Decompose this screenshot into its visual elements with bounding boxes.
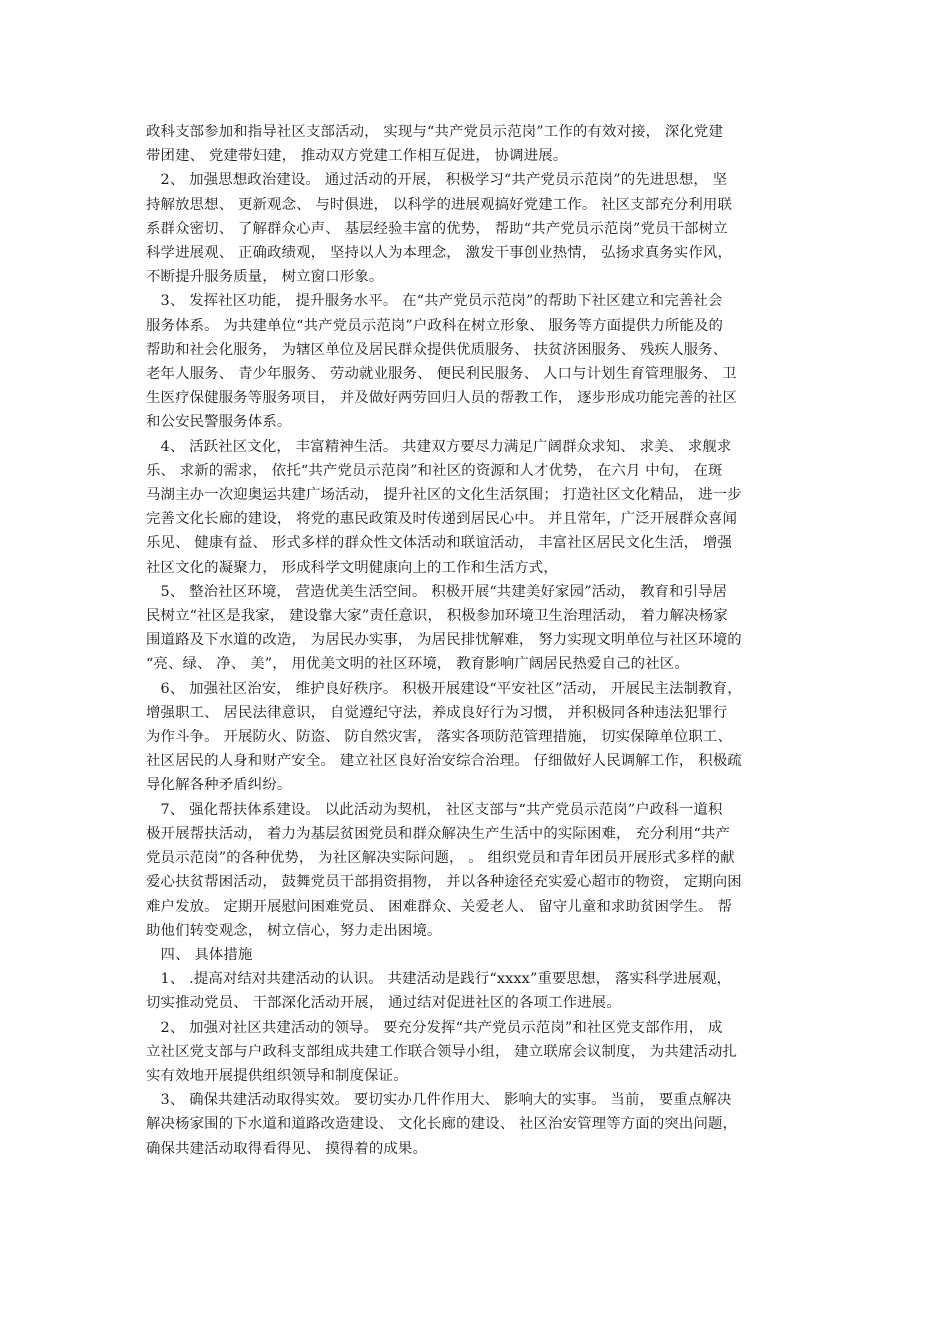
text-line: 马湖主办一次迎奥运共建广场活动， 提升社区的文化生活氛围； 打造社区文化精品， 进一步 bbox=[146, 487, 742, 504]
text-line: 7、 强化帮扶体系建设。 以此活动为契机， 社区支部与“共产党员示范岗”户政科一道积 bbox=[146, 801, 723, 818]
document-body bbox=[146, 120, 818, 1161]
text-line: 和公安民警服务体系。 bbox=[146, 414, 292, 431]
text-line: 为作斗争。 开展防火、防盗、 防自然灾害， 落实各项防范管理措施， 切实保障单位职工、 bbox=[146, 729, 732, 746]
text-line: 难户发放。 定期开展慰问困难党员、 困难群众、关爱老人、 留守儿童和求助贫困学生。 帮 bbox=[146, 898, 732, 915]
text-line: 实有效地开展提供组织领导和制度保证。 bbox=[146, 1067, 408, 1084]
text-line: 四、 具体措施 bbox=[146, 946, 253, 963]
text-line: 完善文化长廊的建设， 将党的惠民政策及时传递到居民心中。 并且常年，广泛开展群众喜闻 bbox=[146, 511, 738, 528]
text-line: 持解放思想、 更新观念、 与时俱进， 以科学的进展观搞好党建工作。 社区支部充分利用联 bbox=[146, 196, 732, 213]
text-line: 政科支部参加和指导社区支部活动， 实现与“共产党员示范岗”工作的有效对接， 深化党建 bbox=[146, 124, 724, 140]
text-line: 解决杨家围的下水道和道路改造建设、 文化长廊的建设、 社区治安管理等方面的突出问题， bbox=[146, 1116, 738, 1133]
text-line: 乐见、 健康有益、 形式多样的群众性文体活动和联谊活动， 丰富社区居民文化生活， 增强 bbox=[146, 535, 732, 552]
text-line: 乐、 求新的需求， 依托“共产党员示范岗”和社区的资源和人才优势， 在六月 中旬， 在斑 bbox=[146, 462, 723, 479]
text-line: 生医疗保健服务等服务项目， 并及做好两劳回归人员的帮教工作， 逐步形成功能完善的社区 bbox=[146, 390, 738, 407]
text-line: 6、 加强社区治安， 维护良好秩序。 积极开展建设“平安社区”活动， 开展民主法制教育， bbox=[146, 680, 742, 697]
text-line: 社区居民的人身和财产安全。 建立社区良好治安综合治理。 仔细做好人民调解工作， 积极疏 bbox=[146, 753, 742, 770]
text-line: 围道路及下水道的改造， 为居民办实事， 为居民排忧解难， 努力实现文明单位与社区环境的 bbox=[146, 632, 742, 649]
text-line: 确保共建活动取得看得见、 摸得着的成果。 bbox=[146, 1140, 427, 1157]
text-line: 3、 确保共建活动取得实效。 要切实办几件作用大、 影响大的实事。 当前， 要重点解决 bbox=[146, 1092, 732, 1109]
text-line: 立社区党支部与户政科支部组成共建工作联合领导小组， 建立联席会议制度， 为共建活动扎 bbox=[146, 1043, 738, 1060]
text-line: 2、 加强对社区共建活动的领导。 要充分发挥“共产党员示范岗”和社区党支部作用， 成 bbox=[146, 1019, 723, 1036]
text-line: 5、 整治社区环境， 营造优美生活空间。 积极开展“共建美好家园”活动， 教育和引导居 bbox=[146, 583, 728, 600]
text-line: 不断提升服务质量， 树立窗口形象。 bbox=[146, 269, 384, 286]
text-line: 1、 .提高对结对共建活动的认识。 共建活动是践行“xxxx”重要思想， 落实科学进展观， bbox=[146, 971, 732, 988]
text-line: 帮助和社会化服务， 为辖区单位及居民群众提供优质服务、 扶贫济困服务、 残疾人服务、 bbox=[146, 341, 728, 358]
text-line: 带团建、 党建带妇建， 推动双方党建工作相互促进， 协调进展。 bbox=[146, 148, 568, 165]
text-line: 系群众密切、 了解群众心声、 基层经验丰富的优势， 帮助“共产党员示范岗”党员干部树立 bbox=[146, 220, 728, 237]
text-line: 极开展帮扶活动， 着力为基层贫困党员和群众解决生产生活中的实际困难， 充分利用“共产 bbox=[146, 825, 731, 842]
text-line: 服务体系。 为共建单位“共产党员示范岗”户政科在树立形象、 服务等方面提供力所能及的 bbox=[146, 317, 724, 334]
text-line: 老年人服务、 青少年服务、 劳动就业服务、 便民利民服务、 人口与计划生育管理服务、 卫 bbox=[146, 366, 737, 383]
text-line: 导化解各种矛盾纠纷。 bbox=[146, 777, 292, 794]
text-line: 民树立“社区是我家， 建设靠大家”责任意识， 积极参加环境卫生治理活动， 着力解决杨家 bbox=[146, 608, 728, 625]
text-line: 切实推动党员、 干部深化活动开展， 通过结对促进社区的各项工作进展。 bbox=[146, 995, 621, 1012]
text-line: 爱心扶贫帮困活动， 鼓舞党员干部捐资捐物， 并以各种途径充实爱心超市的物资， 定期向困 bbox=[146, 874, 742, 891]
text-line: 助他们转变观念， 树立信心，努力走出困境。 bbox=[146, 922, 442, 939]
text-line: 增强职工、 居民法律意识， 自觉遵纪守法，养成良好行为习惯， 并积极同各种违法犯罪行 bbox=[146, 704, 728, 721]
text-line: 党员示范岗”的各种优势， 为社区解决实际问题， 。 组织党员和青年团员开展形式多样的献 bbox=[146, 850, 735, 867]
text-line: “亮、绿、 净、 美”， 用优美文明的社区环境， 教育影响广阔居民热爱自己的社区。 bbox=[146, 656, 689, 673]
text-line: 4、 活跃社区文化， 丰富精神生活。 共建双方要尽力满足广阔群众求知、 求美、 求舰求 bbox=[146, 438, 732, 455]
text-line: 3、 发挥社区功能， 提升服务水平。 在“共产党员示范岗”的帮助下社区建立和完善社会 bbox=[146, 293, 723, 310]
text-line: 社区文化的凝聚力， 形成科学文明健康向上的工作和生活方式， bbox=[146, 559, 558, 576]
text-line: 科学进展观、 正确政绩观， 坚持以人为本理念， 激发干事创业热情， 弘扬求真务实作风， bbox=[146, 245, 732, 262]
text-line: 2、 加强思想政治建设。 通过活动的开展， 积极学习“共产党员示范岗”的先进思想， 坚 bbox=[146, 172, 728, 189]
